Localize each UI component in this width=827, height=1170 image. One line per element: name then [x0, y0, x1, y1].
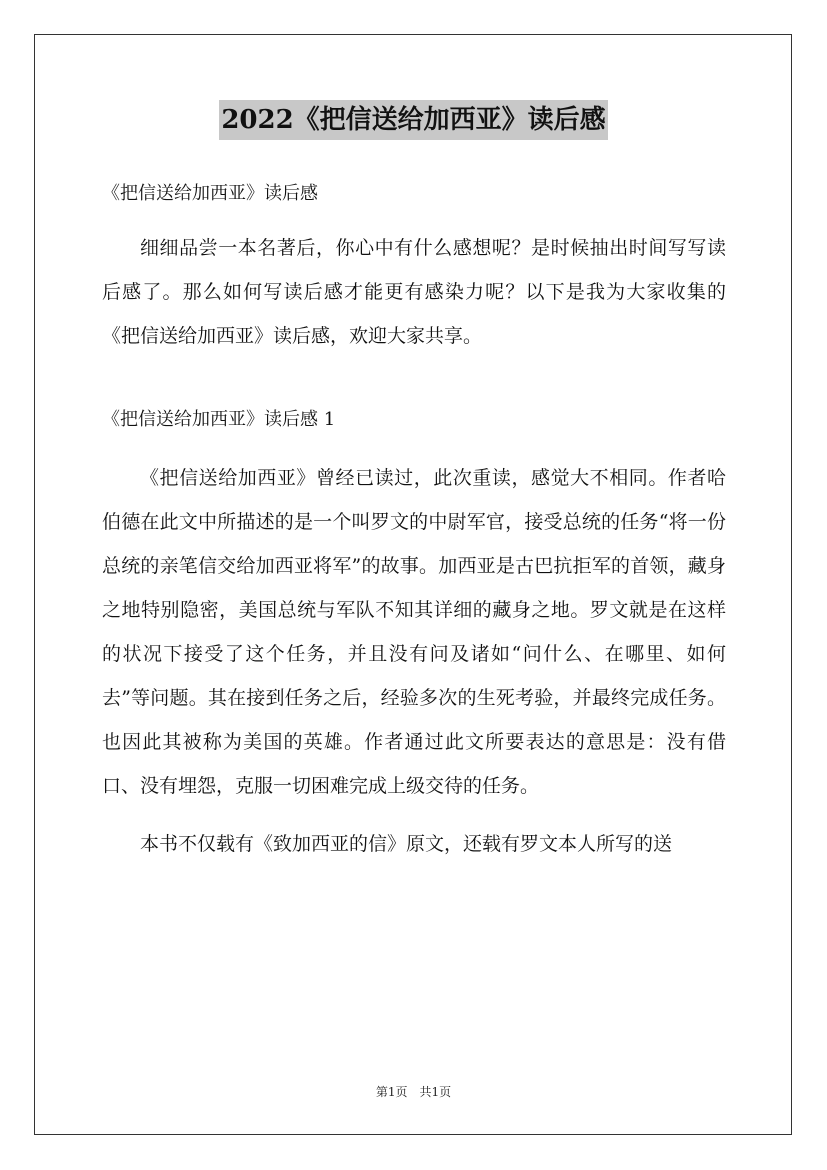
section-paragraph-continued: 本书不仅载有《致加西亚的信》原文，还载有罗文本人所写的送 [140, 833, 673, 855]
intro-paragraph: 细细品尝一本名著后，你心中有什么感想呢？是时候抽出时间写写读后感了。那么如何写读后感才能更有感染力呢？以下是我为大家收集的《把信送给加西亚》读后感，欢迎大家共享。 [102, 237, 726, 347]
section-heading: 《把信送给加西亚》读后感 1 [102, 409, 336, 430]
document-body [102, 172, 726, 866]
document-title: 2022《把信送给加西亚》读后感 [219, 100, 607, 140]
page-footer [0, 1083, 827, 1100]
page-number: 第1页 [375, 1085, 408, 1099]
intro-heading: 《把信送给加西亚》读后感 [102, 183, 318, 204]
page-total: 共1页 [419, 1085, 452, 1099]
title-container [0, 100, 827, 140]
section-paragraph: 《把信送给加西亚》曾经已读过，此次重读，感觉大不相同。作者哈伯德在此文中所描述的是一个叫罗文的中尉军官，接受总统的任务“将一份总统的亲笔信交给加西亚将军”的故事。加西亚是古巴抗拒军的首领，藏身之地特别隐密，美国总统与军队不知其详细的藏身之地。罗文就是在这样的状况下接受了这个任务，并且没有问及诸如“问什么、在哪里、如何去”等问题。其在接到任务之后，经验多次的生死考验，并最终完成任务。也因此其被称为美国的英雄。作者通过此文所要表达的意思是：没有借口、没有埋怨，克服一切困难完成上级交待的任务。 [102, 467, 726, 797]
